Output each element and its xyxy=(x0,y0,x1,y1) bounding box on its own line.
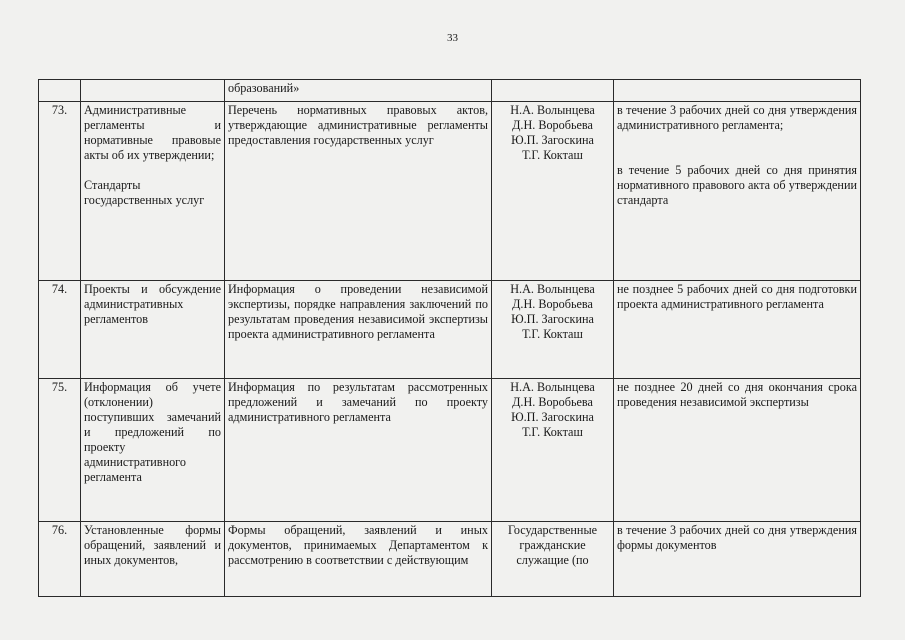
row-number: 75. xyxy=(39,379,81,522)
cell-responsible xyxy=(492,281,614,379)
row-number: 73. xyxy=(39,102,81,281)
page-number: 33 xyxy=(447,32,458,44)
cell-responsible xyxy=(492,379,614,522)
cell-content: Перечень нормативных правовых актов, утверждающие административные регламенты предоставления государственных услуг xyxy=(225,102,492,281)
cell-subject xyxy=(81,80,225,102)
cell-responsible xyxy=(492,80,614,102)
cell-deadline xyxy=(614,102,861,281)
table-row-73 xyxy=(39,102,861,281)
row-number: 74. xyxy=(39,281,81,379)
table-row-continuation xyxy=(39,80,861,102)
cell-deadline: в течение 3 рабочих дней со дня утверждения формы документов xyxy=(614,522,861,597)
row-number: 76. xyxy=(39,522,81,597)
table-row-74 xyxy=(39,281,861,379)
cell-content: образований» xyxy=(225,80,492,102)
responsible-text: Н.А. Волынцева Д.Н. Воробьева Ю.П. Загоскина Т.Г. Кокташ xyxy=(510,380,595,439)
cell-deadline: не позднее 5 рабочих дней со дня подготовки проекта административного регламента xyxy=(614,281,861,379)
cell-subject xyxy=(81,102,225,281)
cell-deadline: не позднее 20 дней со дня окончания срока проведения независимой экспертизы xyxy=(614,379,861,522)
cell-responsible: Государственные гражданские служащие (по xyxy=(492,522,614,597)
subject-extra-text: Стандарты государственных услуг xyxy=(84,178,205,207)
document-table xyxy=(38,79,861,597)
cell-num xyxy=(39,80,81,102)
cell-content: Информация о проведении независимой экспертизы, порядке направления заключений по результатам проведения независимой экспертизы проекта административного регламента xyxy=(225,281,492,379)
cell-deadline xyxy=(614,80,861,102)
spacer xyxy=(617,148,857,163)
deadline-extra-text: в течение 5 рабочих дней со дня принятия нормативного правового акта об утверждении стандарта xyxy=(617,163,857,207)
cell-subject: Информация об учете (отклонении) поступивших замечаний и предложений по проекту административного регламента xyxy=(81,379,225,522)
cell-responsible xyxy=(492,102,614,281)
cell-content: Формы обращений, заявлений и иных документов, принимаемых Департаментом к рассмотрению в соответствии с действующим xyxy=(225,522,492,597)
cell-content: Информация по результатам рассмотренных предложений и замечаний по проекту административного регламента xyxy=(225,379,492,522)
spacer xyxy=(84,163,221,178)
table-row-76 xyxy=(39,522,861,597)
subject-text: Административные регламенты и нормативные правовые акты об их утверждении; xyxy=(84,103,221,162)
deadline-text: в течение 3 рабочих дней со дня утверждения административного регламента; xyxy=(617,103,857,132)
responsible-text: Н.А. Волынцева Д.Н. Воробьева Ю.П. Загоскина Т.Г. Кокташ xyxy=(510,103,595,162)
cell-subject: Проекты и обсуждение административных регламентов xyxy=(81,281,225,379)
table-row-75 xyxy=(39,379,861,522)
spacer xyxy=(617,133,857,148)
responsible-text: Н.А. Волынцева Д.Н. Воробьева Ю.П. Загоскина Т.Г. Кокташ xyxy=(510,282,595,341)
cell-subject: Установленные формы обращений, заявлений и иных документов, xyxy=(81,522,225,597)
